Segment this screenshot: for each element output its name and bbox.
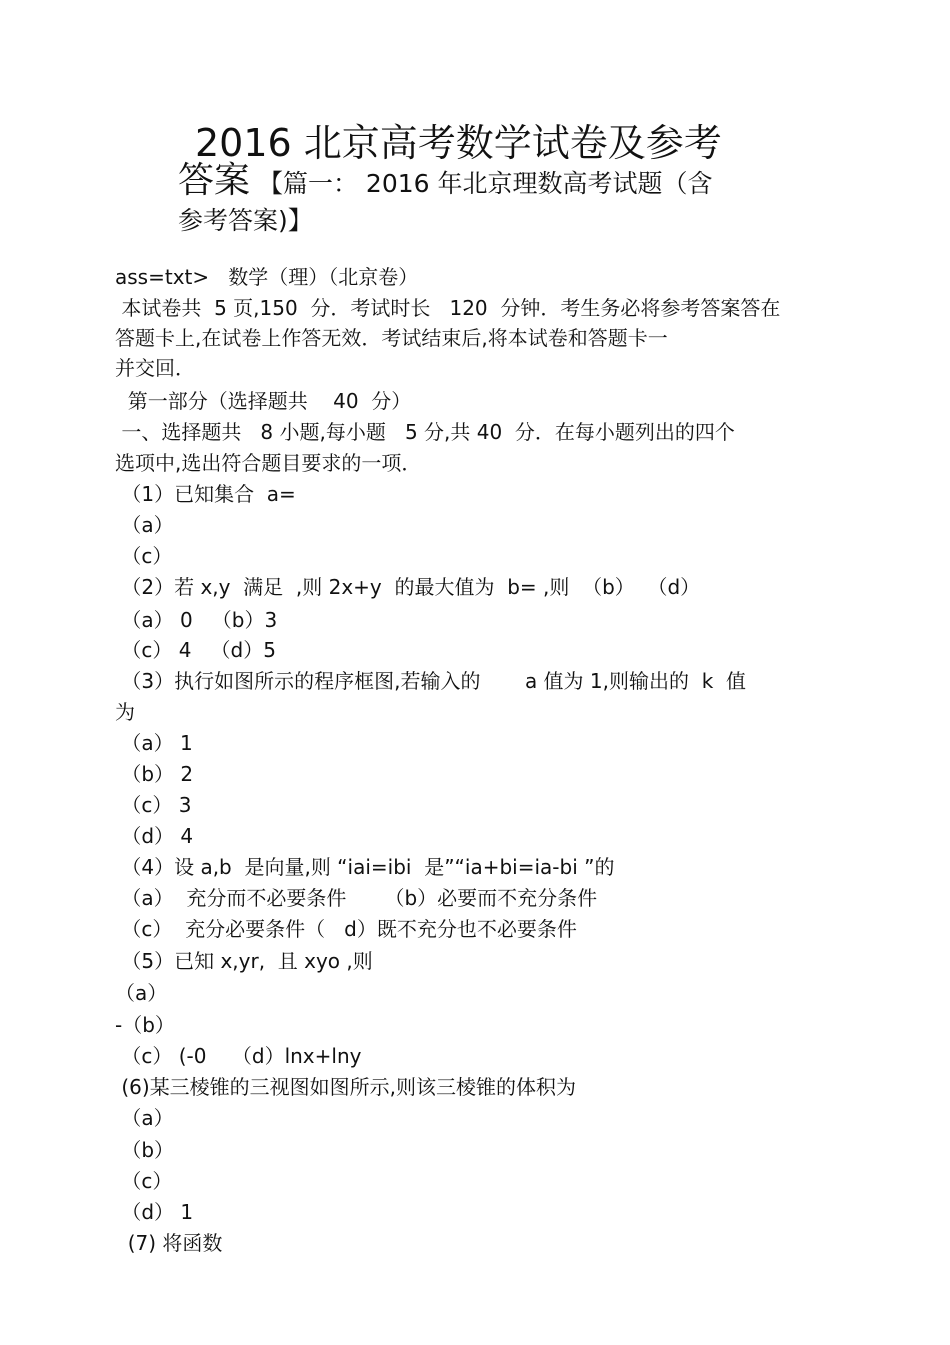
question-line: （4）设 a,b 是向量,则 “iai=ibi 是”“ia+bi=ia-bi ”的 xyxy=(115,855,615,879)
option-line: （a） 1 xyxy=(115,731,193,755)
question-line: （1）已知集合 a= xyxy=(115,482,296,506)
document-title-line-2 xyxy=(178,160,713,201)
option-line: （a） 0 （b）3 xyxy=(115,608,278,632)
option-line: （a） xyxy=(115,981,168,1005)
option-line: （a） xyxy=(115,513,174,537)
document-title-line-1: 2016 北京高考数学试卷及参考 xyxy=(195,121,722,165)
option-line: （d） 1 xyxy=(115,1200,194,1224)
question-line: （2）若 x,y 满足 ,则 2x+y 的最大值为 b= ,则 （b） （d） xyxy=(115,575,701,599)
question-line: (7) 将函数 xyxy=(115,1231,223,1255)
question-line: （5）已知 x,yr, 且 xyo ,则 xyxy=(115,949,373,973)
question-line: 为 xyxy=(115,700,135,724)
option-line: （c） xyxy=(115,544,173,568)
option-line: （b） 2 xyxy=(115,762,194,786)
option-line: -（b） xyxy=(115,1013,175,1037)
title-answer-word: 答案 xyxy=(178,160,251,201)
document-title-line-3: 参考答案)】 xyxy=(178,206,313,235)
text-line: 选项中,选出符合题目要求的一项． xyxy=(115,451,422,475)
option-line: （c） 3 xyxy=(115,793,192,817)
option-line: （b） xyxy=(115,1138,175,1162)
option-line: （c） 4 （d）5 xyxy=(115,638,276,662)
option-line: （d） 4 xyxy=(115,824,194,848)
question-line: （3）执行如图所示的程序框图,若输入的 a 值为 1,则输出的 k 值 xyxy=(115,669,747,693)
option-line: （c） (-0 （d）lnx+lny xyxy=(115,1044,362,1068)
option-line: （c） xyxy=(115,1169,173,1193)
option-line: （c） 充分必要条件（ d）既不充分也不必要条件 xyxy=(115,917,577,941)
text-line: 第一部分（选择题共 40 分） xyxy=(115,389,412,413)
option-line: （a） xyxy=(115,1106,174,1130)
question-line: (6)某三棱锥的三视图如图所示,则该三棱锥的体积为 xyxy=(115,1075,577,1099)
option-line: （a） 充分而不必要条件 （b）必要而不充分条件 xyxy=(115,886,598,910)
text-line: 并交回． xyxy=(115,356,195,380)
text-line: 一、选择题共 8 小题,每小题 5 分,共 40 分．在每小题列出的四个 xyxy=(115,420,735,444)
text-line: 本试卷共 5 页,150 分．考试时长 120 分钟．考生务必将参考答案答在 xyxy=(115,296,781,320)
title-subtitle: 【篇一： 2016 年北京理数高考试题（含 xyxy=(250,169,713,198)
text-line: ass=txt> 数学（理）（北京卷） xyxy=(115,265,419,289)
text-line: 答题卡上,在试卷上作答无效．考试结束后,将本试卷和答题卡一 xyxy=(115,326,668,350)
